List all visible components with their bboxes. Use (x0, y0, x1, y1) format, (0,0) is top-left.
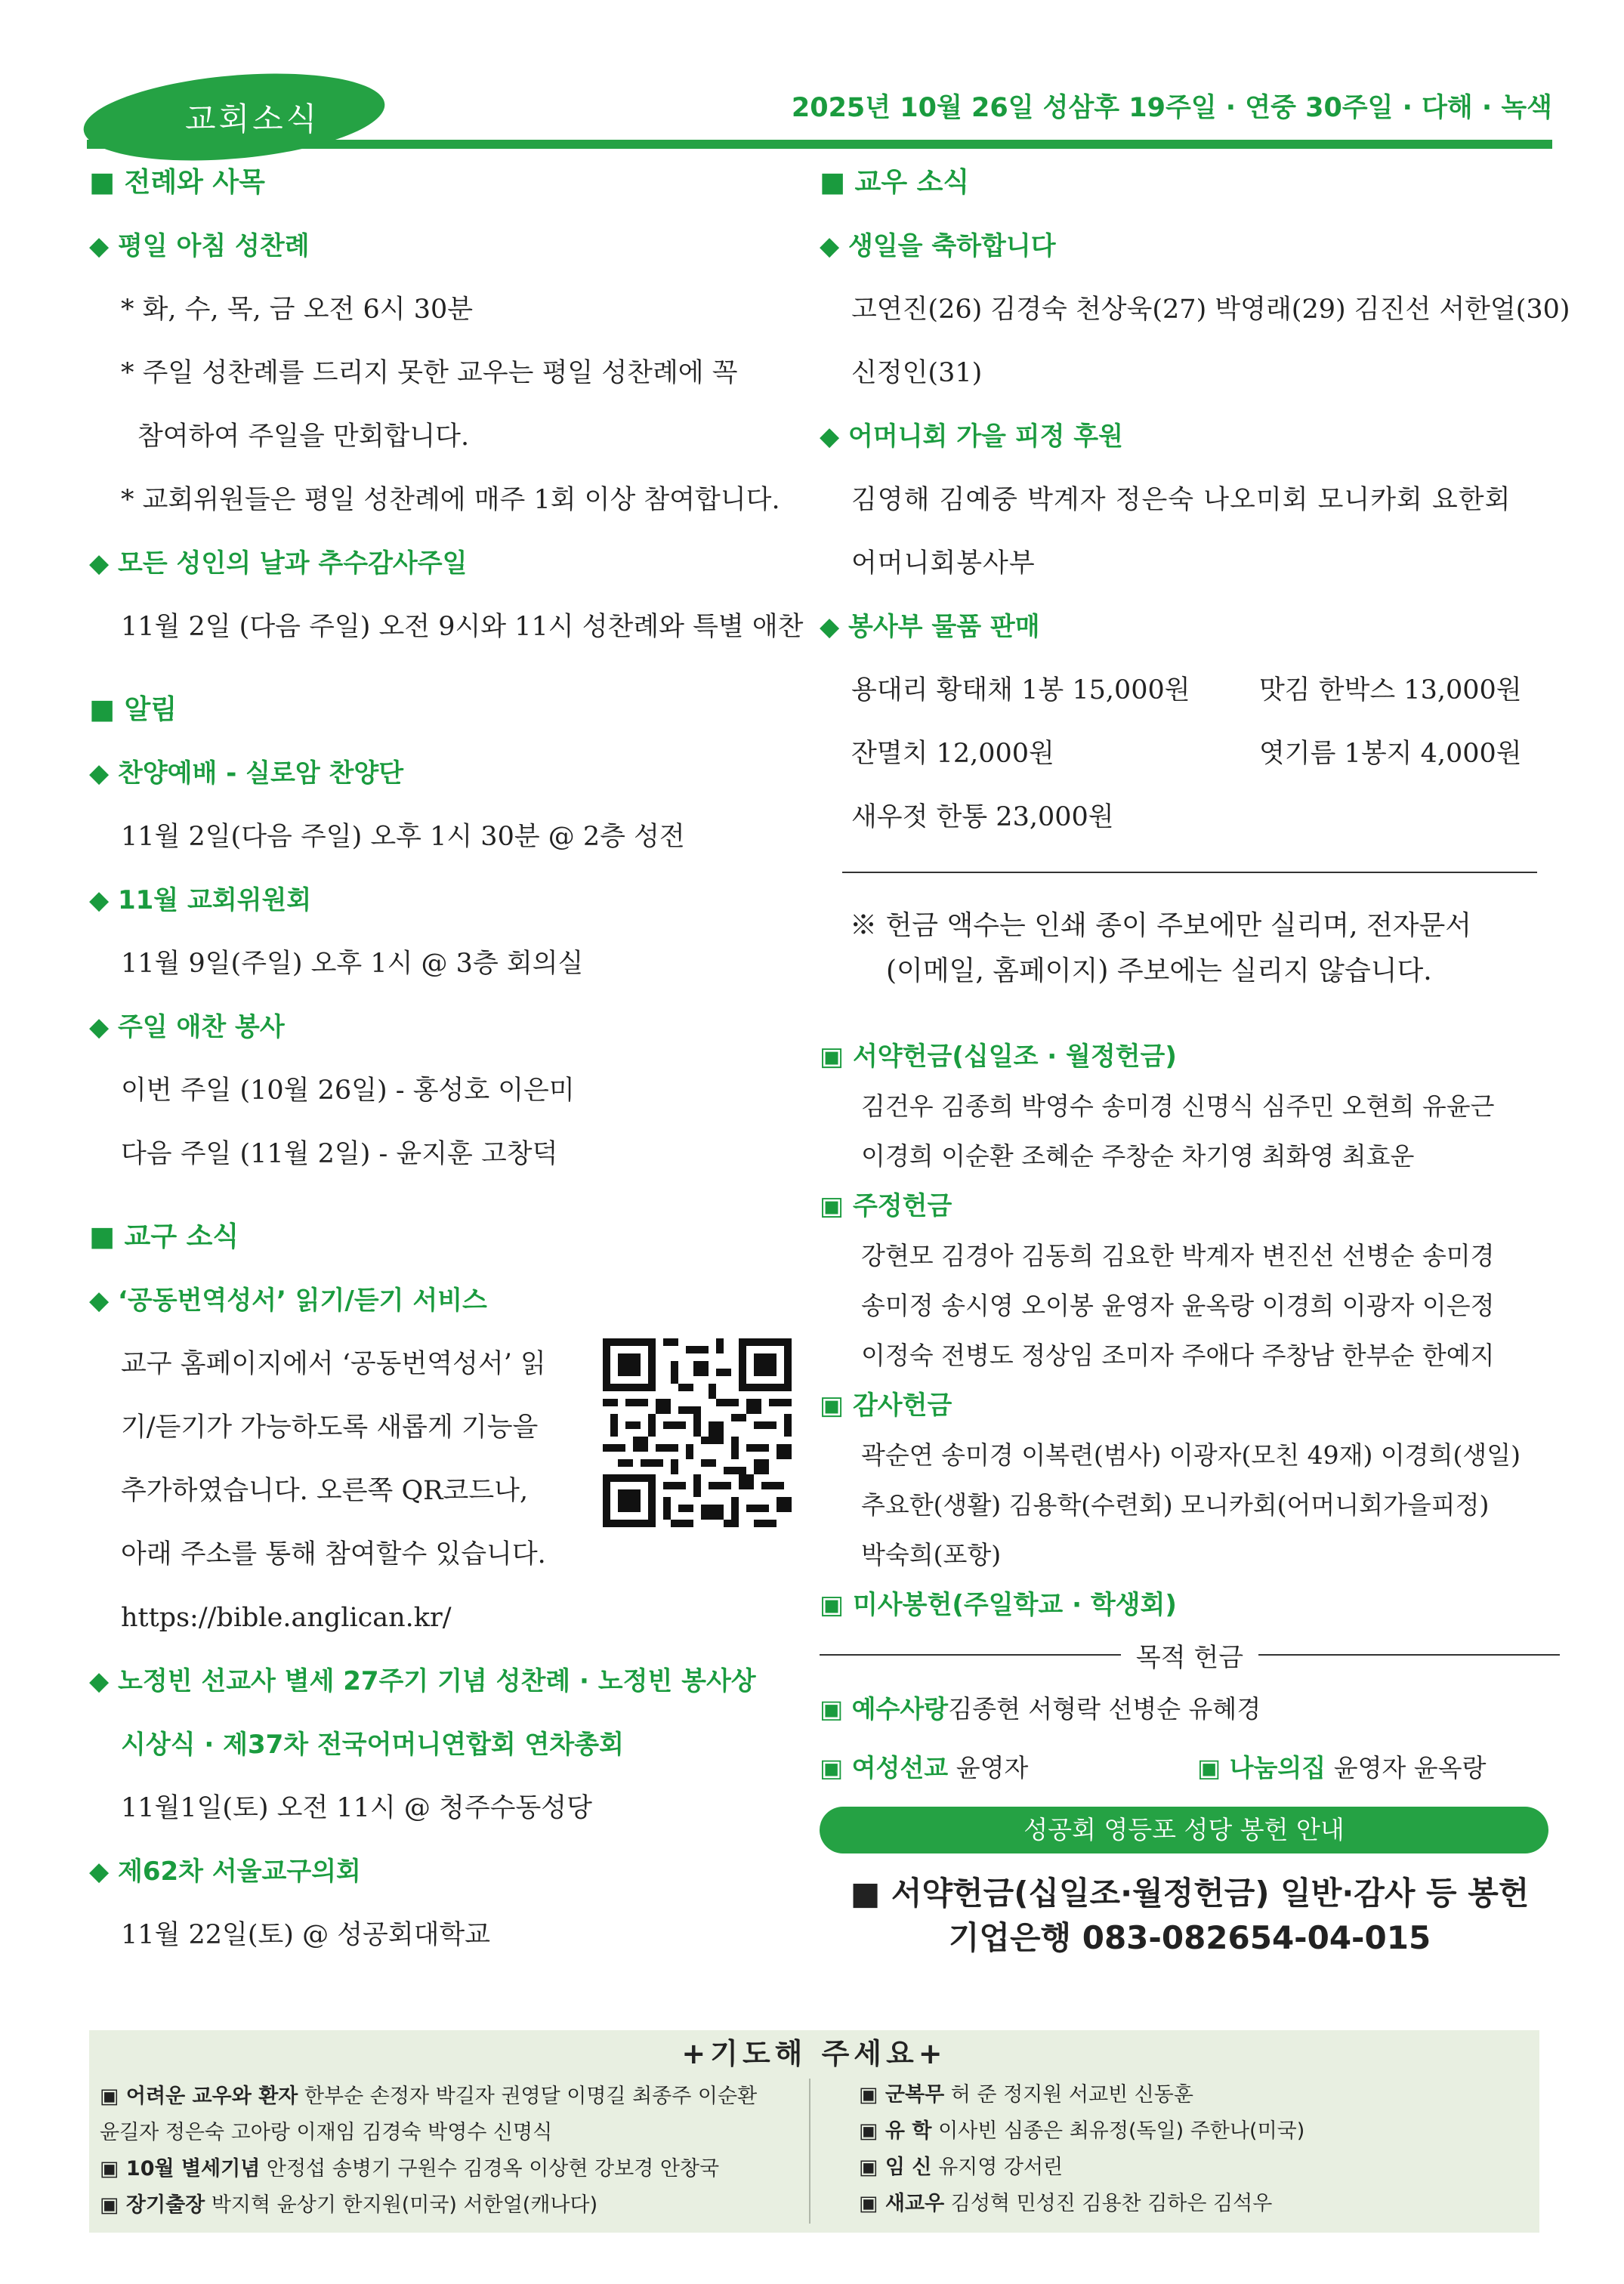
notice-line: ※ 헌금 액수는 인쇄 종이 주보에만 실리며, 전자문서 (850, 910, 1472, 941)
liturgy-title: ■ 전례와 사목 (89, 167, 265, 198)
notice-line: (이메일, 홈페이지) 주보에는 실리지 않습니다. (886, 955, 1432, 986)
choir-title: ◆ 찬양예배 - 실로암 찬양단 (89, 758, 404, 789)
right-column (820, 151, 1570, 1961)
mothers-line: 어머니회봉사부 (851, 548, 1036, 579)
prayer-row: ▣ 임 신 유지영 강서린 (859, 2156, 1064, 2179)
prayer-row: ▣ 유 학 이사빈 심종은 최유정(독일) 주한나(미국) (859, 2119, 1305, 2143)
prayer-left-column (89, 2079, 810, 2224)
header-date: 2025년 10월 26일 성삼후 19주일 · 연중 30주일 · 다해 · 녹색 (791, 93, 1552, 123)
bible-line: 기/듣기가 가능하도록 새롭게 기능을 (121, 1412, 539, 1443)
birthday-title: ◆ 생일을 축하합니다 (820, 231, 1056, 261)
sales-row (820, 722, 1560, 786)
sale-item: 새우젓 한통 23,000원 (851, 802, 1114, 832)
birthday-line: 고연진(26) 김경숙 천상욱(27) 박영래(29) 김진선 서한얼(30) (851, 295, 1570, 325)
sales-title: ◆ 봉사부 물품 판매 (820, 612, 1040, 642)
header-rule (87, 140, 1552, 149)
thanks-names: 곽순연 송미경 이복련(범사) 이광자(모친 49재) 이경희(생일) (861, 1440, 1521, 1470)
prayer-row: ▣ 10월 별세기념 안정섭 송병기 구원수 김경옥 이상현 강보경 안창국 (100, 2157, 720, 2181)
jesus-title: ▣ 예수사랑 (820, 1694, 949, 1724)
thanks-names: 박숙희(포항) (861, 1540, 1002, 1569)
prayer-row: ▣ 장기출장 박지혁 윤상기 한지원(미국) 서한얼(캐나다) (100, 2193, 598, 2217)
thanks-title: ▣ 감사헌금 (820, 1390, 952, 1421)
council-title: ◆ 11월 교회위원회 (89, 885, 312, 915)
memorial-title-cont: 시상식 · 제37차 전국어머니연합회 연차총회 (121, 1730, 624, 1760)
weekday-line: * 화, 수, 목, 금 오전 6시 30분 (121, 295, 474, 325)
meal-line: 다음 주일 (11월 2일) - 윤지훈 고창덕 (121, 1139, 558, 1169)
bank-account: 기업은행 083-082654-04-015 (948, 1919, 1431, 1956)
tithe-names: 김건우 김종희 박영수 송미경 신명식 심주민 오현희 유윤근 (861, 1091, 1495, 1121)
weekday-title: ◆ 평일 아침 성찬례 (89, 231, 310, 261)
prayer-box (89, 2030, 1539, 2233)
bible-title: ◆ ‘공동번역성서’ 읽기/듣기 서비스 (89, 1286, 487, 1316)
thanks-names: 추요한(생활) 김용학(수련회) 모니카회(어머니회가을피정) (861, 1490, 1490, 1520)
offering-notice (820, 873, 1560, 994)
weekday-line: 참여하여 주일을 만회합니다. (137, 421, 470, 452)
synod-line: 11월 22일(토) @ 성공회대학교 (121, 1920, 491, 1950)
women-names: 윤영자 (956, 1753, 1029, 1782)
meal-line: 이번 주일 (10월 26일) - 홍성호 이은미 (121, 1076, 575, 1106)
choir-line: 11월 2일(다음 주일) 오후 1시 30분 @ 2층 성전 (121, 822, 685, 852)
prayer-row: ▣ 어려운 교우와 환자 한부순 손정자 박길자 권영달 이명길 최종주 이순환 (100, 2085, 758, 2108)
purpose-label: 목적 헌금 (1135, 1642, 1244, 1673)
notices-title: ■ 알림 (89, 694, 178, 725)
meal-title: ◆ 주일 애찬 봉사 (89, 1012, 285, 1042)
sale-item: 엿기름 1봉지 4,000원 (1259, 739, 1522, 769)
bible-block (89, 1332, 803, 1586)
offering-guide-title: ■ 서약헌금(십일조·월정헌금) 일반·감사 등 봉헌 (850, 1875, 1530, 1912)
offering-guide-pill: 성공회 영등포 성당 봉헌 안내 (820, 1807, 1548, 1853)
section-label: 교회소식 (185, 100, 320, 137)
allsaints-line: 11월 2일 (다음 주일) 오전 9시와 11시 성찬례와 특별 애찬 (121, 612, 804, 642)
memorial-title: ◆ 노정빈 선교사 별세 27주기 기념 성찬례 · 노정빈 봉사상 (89, 1666, 756, 1696)
sharing-title: ▣ 나눔의집 (1197, 1753, 1326, 1782)
members-title: ■ 교우 소식 (820, 167, 970, 198)
diocese-title: ■ 교구 소식 (89, 1221, 239, 1252)
bible-line: 추가하였습니다. 오른쪽 QR코드나, (121, 1476, 529, 1506)
tithe-title: ▣ 서약헌금(십일조 · 월정헌금) (820, 1042, 1177, 1072)
sale-item: 맛김 한박스 13,000원 (1259, 675, 1522, 705)
birthday-line: 신정인(31) (851, 358, 983, 388)
weekly-names: 송미정 송시영 오이봉 윤영자 윤옥랑 이경희 이광자 이은정 (861, 1291, 1495, 1320)
jesus-names: 김종현 서형락 선병순 유혜경 (948, 1694, 1261, 1724)
weekly-names: 이정숙 전병도 정상임 조미자 주애다 주창남 한부순 한예지 (861, 1341, 1495, 1370)
mothers-title: ◆ 어머니회 가을 피정 후원 (820, 421, 1123, 452)
left-column (89, 151, 803, 1967)
sale-item: 잔멸치 12,000원 (851, 739, 1054, 769)
weekly-names: 강현모 김경아 김동희 김요한 박계자 변진선 선병순 송미경 (861, 1241, 1495, 1270)
memorial-line: 11월1일(토) 오전 11시 @ 청주수동성당 (121, 1793, 592, 1823)
weekly-title: ▣ 주정헌금 (820, 1191, 952, 1221)
sales-row (820, 786, 1560, 849)
purpose-offering-divider (820, 1630, 1560, 1680)
sharing-names: 윤영자 윤옥랑 (1333, 1753, 1487, 1782)
jesus-offering (820, 1680, 1560, 1739)
bible-url[interactable]: https://bible.anglican.kr/ (121, 1603, 452, 1633)
bible-line: 교구 홈페이지에서 ‘공동번역성서’ 읽 (121, 1349, 546, 1379)
tithe-names: 이경희 이순환 조혜순 주창순 차기영 최화영 최효운 (861, 1141, 1415, 1171)
prayer-right-column (810, 2077, 1539, 2224)
sales-row (820, 659, 1560, 722)
prayer-row: ▣ 새교우 김성혁 민성진 김용찬 김하은 김석우 (859, 2192, 1273, 2215)
women-sharing-offering (820, 1739, 1560, 1798)
bible-line: 아래 주소를 통해 참여할수 있습니다. (121, 1539, 546, 1569)
allsaints-title: ◆ 모든 성인의 날과 추수감사주일 (89, 548, 468, 579)
qr-code-icon[interactable] (603, 1338, 792, 1527)
sale-item: 용대리 황태채 1봉 15,000원 (851, 675, 1190, 705)
weekday-line: * 교회위원들은 평일 성찬례에 매주 1회 이상 참여합니다. (121, 485, 780, 515)
mothers-line: 김영해 김예중 박계자 정은숙 나오미회 모니카회 요한회 (851, 485, 1511, 515)
weekday-line: * 주일 성찬례를 드리지 못한 교우는 평일 성찬례에 꼭 (121, 358, 738, 388)
council-line: 11월 9일(주일) 오후 1시 @ 3층 회의실 (121, 949, 584, 979)
synod-title: ◆ 제62차 서울교구의회 (89, 1857, 361, 1887)
prayer-row: 윤길자 정은숙 고아랑 이재임 김경숙 박영수 신명식 (100, 2121, 553, 2144)
prayer-row: ▣ 군복무 허 준 정지원 서교빈 신동훈 (859, 2083, 1193, 2107)
mass-title: ▣ 미사봉헌(주일학교 · 학생회) (820, 1590, 1177, 1620)
women-title: ▣ 여성선교 (820, 1753, 949, 1782)
prayer-title: +기도해 주세요+ (681, 2037, 947, 2070)
